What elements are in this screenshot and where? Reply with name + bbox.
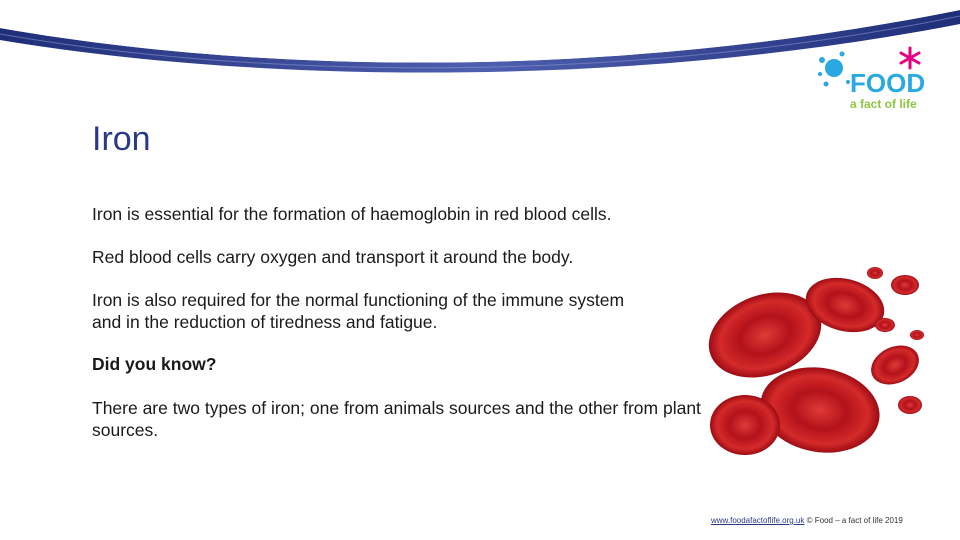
splash-icon [818, 52, 850, 87]
copyright-notice: © Food – a fact of life 2019 [806, 516, 903, 525]
paragraph-oxygen: Red blood cells carry oxygen and transport it around the body. [92, 247, 574, 267]
paragraph-immune: Iron is also required for the normal functioning of the immune system and in the reduction of tiredness and fatigue. [92, 290, 625, 332]
logo-word: FOOD [850, 68, 926, 98]
footer [711, 516, 903, 525]
page-title: Iron [92, 120, 151, 158]
logo-tagline: a fact of life [850, 97, 917, 111]
food-a-fact-of-life-logo [812, 42, 932, 122]
did-you-know-heading: Did you know? [92, 354, 217, 374]
website-link[interactable]: www.foodafactoflife.org.uk [711, 516, 805, 525]
paragraph-haemoglobin: Iron is essential for the formation of haemoglobin in red blood cells. [92, 204, 612, 224]
paragraph-iron-types: There are two types of iron; one from animals sources and the other from plant sources. [92, 398, 701, 440]
asterisk-icon [901, 48, 919, 68]
red-blood-cells-image [705, 265, 925, 458]
